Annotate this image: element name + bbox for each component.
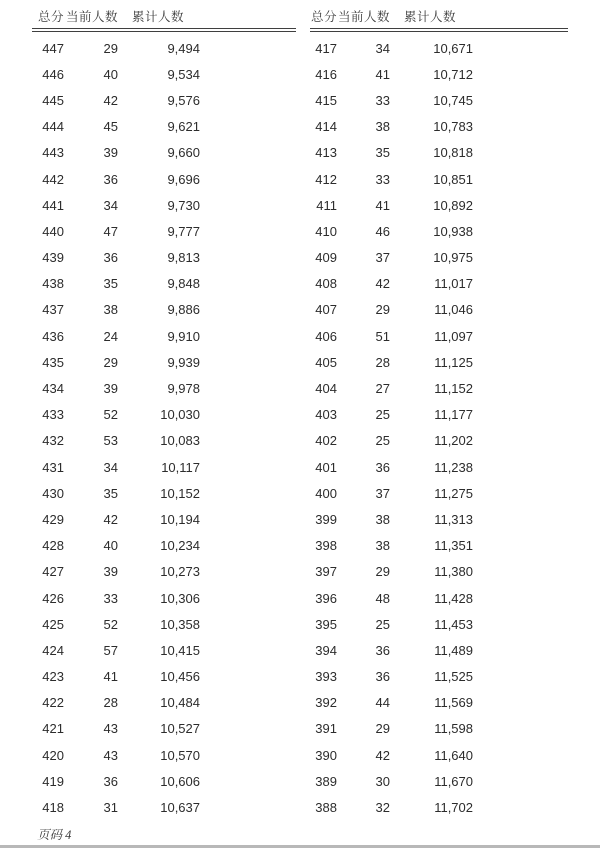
total-score-cell: 405 <box>315 354 337 370</box>
table-row <box>310 454 568 480</box>
column-header-total-score: 总分 <box>310 10 337 24</box>
current-count-cell: 42 <box>375 747 390 763</box>
table-row <box>310 585 568 611</box>
table-row <box>310 768 568 794</box>
cumulative-count-cell: 11,380 <box>434 564 473 580</box>
current-count-cell: 36 <box>375 459 390 475</box>
total-score-cell: 402 <box>315 433 337 449</box>
cumulative-count-cell: 11,046 <box>434 302 473 318</box>
table-row <box>32 35 296 61</box>
table-row <box>32 375 296 401</box>
total-score-cell: 446 <box>42 66 64 82</box>
total-score-cell: 394 <box>315 642 337 658</box>
table-row <box>310 271 568 297</box>
current-count-cell: 25 <box>375 433 390 449</box>
cumulative-count-cell: 10,892 <box>433 197 473 213</box>
table-row <box>32 506 296 532</box>
cumulative-count-cell: 9,660 <box>167 145 200 161</box>
current-count-cell: 35 <box>103 485 118 501</box>
current-count-cell: 29 <box>103 40 118 56</box>
total-score-cell: 428 <box>42 538 64 554</box>
cumulative-count-cell: 10,456 <box>160 669 200 685</box>
total-score-cell: 429 <box>42 511 64 527</box>
table-row <box>310 245 568 271</box>
cumulative-count-cell: 11,097 <box>434 328 473 344</box>
current-count-cell: 35 <box>103 276 118 292</box>
table-row <box>32 87 296 113</box>
current-count-cell: 34 <box>375 40 390 56</box>
cumulative-count-cell: 10,570 <box>160 747 200 763</box>
table-row <box>32 716 296 742</box>
table-row <box>32 402 296 428</box>
total-score-cell: 424 <box>42 642 64 658</box>
cumulative-count-cell: 11,489 <box>434 642 473 658</box>
table-row <box>32 637 296 663</box>
total-score-cell: 417 <box>315 40 337 56</box>
cumulative-count-cell: 10,030 <box>160 407 200 423</box>
current-count-cell: 53 <box>103 433 118 449</box>
current-count-cell: 52 <box>103 407 118 423</box>
total-score-cell: 423 <box>42 669 64 685</box>
table-row <box>310 533 568 559</box>
current-count-cell: 29 <box>375 564 390 580</box>
cumulative-count-cell: 10,671 <box>433 40 473 56</box>
cumulative-count-cell: 10,306 <box>160 590 200 606</box>
cumulative-count-cell: 10,152 <box>160 485 200 501</box>
total-score-cell: 409 <box>315 250 337 266</box>
total-score-cell: 420 <box>42 747 64 763</box>
total-score-cell: 388 <box>315 800 337 816</box>
cumulative-count-cell: 11,640 <box>434 747 473 763</box>
table-row <box>32 454 296 480</box>
cumulative-count-cell: 10,851 <box>433 171 473 187</box>
current-count-cell: 33 <box>375 171 390 187</box>
cumulative-count-cell: 11,702 <box>434 800 473 816</box>
table-row <box>310 716 568 742</box>
table-row <box>32 245 296 271</box>
cumulative-count-cell: 9,777 <box>167 223 200 239</box>
cumulative-count-cell: 10,606 <box>160 773 200 789</box>
page-number: 页码 4 <box>37 828 72 842</box>
column-header-current-count: 当前人数 <box>65 10 118 24</box>
table-body <box>310 35 568 821</box>
table-row <box>310 375 568 401</box>
total-score-cell: 438 <box>42 276 64 292</box>
table-row <box>310 114 568 140</box>
total-score-cell: 399 <box>315 511 337 527</box>
total-score-cell: 407 <box>315 302 337 318</box>
current-count-cell: 46 <box>375 223 390 239</box>
cumulative-count-cell: 9,848 <box>167 276 200 292</box>
current-count-cell: 32 <box>375 800 390 816</box>
total-score-cell: 444 <box>42 119 64 135</box>
current-count-cell: 41 <box>375 66 390 82</box>
cumulative-count-cell: 9,494 <box>167 40 200 56</box>
table-row <box>32 349 296 375</box>
current-count-cell: 25 <box>375 616 390 632</box>
cumulative-count-cell: 10,484 <box>160 695 200 711</box>
table-row <box>32 166 296 192</box>
cumulative-count-cell: 11,177 <box>434 407 473 423</box>
cumulative-count-cell: 11,598 <box>434 721 473 737</box>
score-table-left <box>32 6 296 821</box>
total-score-cell: 426 <box>42 590 64 606</box>
total-score-cell: 427 <box>42 564 64 580</box>
cumulative-count-cell: 10,745 <box>433 92 473 108</box>
table-row <box>32 533 296 559</box>
table-row <box>32 323 296 349</box>
cumulative-count-cell: 10,083 <box>160 433 200 449</box>
current-count-cell: 24 <box>103 328 118 344</box>
score-table-right <box>310 6 568 821</box>
table-row <box>32 794 296 820</box>
cumulative-count-cell: 11,202 <box>434 433 473 449</box>
current-count-cell: 38 <box>375 511 390 527</box>
current-count-cell: 28 <box>375 354 390 370</box>
total-score-cell: 389 <box>315 773 337 789</box>
total-score-cell: 431 <box>42 459 64 475</box>
total-score-cell: 396 <box>315 590 337 606</box>
table-row <box>310 140 568 166</box>
cumulative-count-cell: 11,569 <box>434 695 473 711</box>
cumulative-count-cell: 9,939 <box>167 354 200 370</box>
current-count-cell: 51 <box>375 328 390 344</box>
current-count-cell: 41 <box>103 669 118 685</box>
total-score-cell: 412 <box>315 171 337 187</box>
cumulative-count-cell: 10,975 <box>433 250 473 266</box>
total-score-cell: 421 <box>42 721 64 737</box>
table-row <box>32 664 296 690</box>
total-score-cell: 403 <box>315 407 337 423</box>
total-score-cell: 408 <box>315 276 337 292</box>
table-row <box>310 35 568 61</box>
cumulative-count-cell: 9,886 <box>167 302 200 318</box>
total-score-cell: 395 <box>315 616 337 632</box>
total-score-cell: 433 <box>42 407 64 423</box>
table-row <box>32 140 296 166</box>
current-count-cell: 30 <box>375 773 390 789</box>
table-row <box>310 664 568 690</box>
current-count-cell: 36 <box>375 669 390 685</box>
table-body <box>32 35 296 821</box>
total-score-cell: 419 <box>42 773 64 789</box>
total-score-cell: 406 <box>315 328 337 344</box>
current-count-cell: 33 <box>375 92 390 108</box>
table-row <box>32 297 296 323</box>
cumulative-count-cell: 11,313 <box>434 511 473 527</box>
total-score-cell: 436 <box>42 328 64 344</box>
cumulative-count-cell: 11,017 <box>434 276 473 292</box>
total-score-cell: 437 <box>42 302 64 318</box>
table-row <box>310 218 568 244</box>
table-row <box>310 480 568 506</box>
header-divider-double-rule <box>32 28 296 32</box>
total-score-cell: 425 <box>42 616 64 632</box>
cumulative-count-cell: 9,696 <box>167 171 200 187</box>
cumulative-count-cell: 10,358 <box>160 616 200 632</box>
current-count-cell: 31 <box>103 800 118 816</box>
table-row <box>310 61 568 87</box>
total-score-cell: 390 <box>315 747 337 763</box>
current-count-cell: 42 <box>375 276 390 292</box>
total-score-cell: 391 <box>315 721 337 737</box>
current-count-cell: 39 <box>103 381 118 397</box>
table-row <box>32 271 296 297</box>
table-row <box>32 428 296 454</box>
table-row <box>310 402 568 428</box>
cumulative-count-cell: 10,938 <box>433 223 473 239</box>
table-row <box>310 794 568 820</box>
current-count-cell: 43 <box>103 747 118 763</box>
table-row <box>310 428 568 454</box>
table-row <box>32 559 296 585</box>
current-count-cell: 38 <box>375 538 390 554</box>
cumulative-count-cell: 9,534 <box>167 66 200 82</box>
table-row <box>32 768 296 794</box>
table-row <box>310 690 568 716</box>
cumulative-count-cell: 9,730 <box>167 197 200 213</box>
current-count-cell: 38 <box>375 119 390 135</box>
cumulative-count-cell: 10,783 <box>433 119 473 135</box>
total-score-cell: 443 <box>42 145 64 161</box>
total-score-cell: 411 <box>316 197 337 213</box>
current-count-cell: 34 <box>103 459 118 475</box>
current-count-cell: 36 <box>103 773 118 789</box>
current-count-cell: 25 <box>375 407 390 423</box>
total-score-cell: 445 <box>42 92 64 108</box>
current-count-cell: 28 <box>103 695 118 711</box>
cumulative-count-cell: 11,152 <box>434 381 473 397</box>
cumulative-count-cell: 10,234 <box>160 538 200 554</box>
current-count-cell: 36 <box>375 642 390 658</box>
column-header-total-score: 总分 <box>37 10 64 24</box>
cumulative-count-cell: 10,117 <box>161 459 200 475</box>
current-count-cell: 57 <box>103 642 118 658</box>
current-count-cell: 37 <box>375 250 390 266</box>
current-count-cell: 29 <box>375 302 390 318</box>
column-header-cumulative-count: 累计人数 <box>132 10 185 24</box>
total-score-cell: 413 <box>315 145 337 161</box>
table-row <box>310 323 568 349</box>
cumulative-count-cell: 9,576 <box>167 92 200 108</box>
table-row <box>32 480 296 506</box>
header-divider-double-rule <box>310 28 568 32</box>
total-score-cell: 401 <box>315 459 337 475</box>
cumulative-count-cell: 10,527 <box>160 721 200 737</box>
table-row <box>310 166 568 192</box>
current-count-cell: 29 <box>375 721 390 737</box>
current-count-cell: 27 <box>375 381 390 397</box>
cumulative-count-cell: 11,275 <box>434 485 473 501</box>
table-row <box>32 611 296 637</box>
total-score-cell: 418 <box>42 800 64 816</box>
current-count-cell: 39 <box>103 564 118 580</box>
total-score-cell: 439 <box>42 250 64 266</box>
current-count-cell: 37 <box>375 485 390 501</box>
current-count-cell: 42 <box>103 511 118 527</box>
total-score-cell: 404 <box>315 381 337 397</box>
current-count-cell: 38 <box>103 302 118 318</box>
table-row <box>310 611 568 637</box>
cumulative-count-cell: 11,525 <box>434 669 473 685</box>
current-count-cell: 41 <box>375 197 390 213</box>
table-row <box>32 114 296 140</box>
table-header <box>310 6 568 26</box>
cumulative-count-cell: 9,978 <box>167 381 200 397</box>
table-row <box>32 192 296 218</box>
total-score-cell: 416 <box>315 66 337 82</box>
total-score-cell: 440 <box>42 223 64 239</box>
current-count-cell: 48 <box>375 590 390 606</box>
current-count-cell: 52 <box>103 616 118 632</box>
total-score-cell: 414 <box>315 119 337 135</box>
total-score-cell: 398 <box>315 538 337 554</box>
total-score-cell: 415 <box>315 92 337 108</box>
current-count-cell: 34 <box>103 197 118 213</box>
current-count-cell: 29 <box>103 354 118 370</box>
cumulative-count-cell: 11,125 <box>434 354 473 370</box>
total-score-cell: 397 <box>315 564 337 580</box>
cumulative-count-cell: 9,621 <box>167 119 200 135</box>
cumulative-count-cell: 10,415 <box>160 642 200 658</box>
current-count-cell: 33 <box>103 590 118 606</box>
current-count-cell: 43 <box>103 721 118 737</box>
total-score-cell: 393 <box>315 669 337 685</box>
cumulative-count-cell: 9,813 <box>167 250 200 266</box>
current-count-cell: 44 <box>375 695 390 711</box>
current-count-cell: 42 <box>103 92 118 108</box>
cumulative-count-cell: 10,712 <box>433 66 473 82</box>
table-row <box>32 61 296 87</box>
table-row <box>32 218 296 244</box>
current-count-cell: 39 <box>103 145 118 161</box>
total-score-cell: 430 <box>42 485 64 501</box>
total-score-cell: 392 <box>315 695 337 711</box>
current-count-cell: 40 <box>103 66 118 82</box>
table-row <box>310 192 568 218</box>
cumulative-count-cell: 11,453 <box>434 616 473 632</box>
table-row <box>32 742 296 768</box>
cumulative-count-cell: 9,910 <box>167 328 200 344</box>
table-row <box>32 585 296 611</box>
current-count-cell: 45 <box>103 119 118 135</box>
total-score-cell: 435 <box>42 354 64 370</box>
total-score-cell: 434 <box>42 381 64 397</box>
total-score-cell: 410 <box>315 223 337 239</box>
total-score-cell: 400 <box>315 485 337 501</box>
table-row <box>310 742 568 768</box>
cumulative-count-cell: 10,637 <box>160 800 200 816</box>
column-header-current-count: 当前人数 <box>337 10 390 24</box>
current-count-cell: 35 <box>375 145 390 161</box>
cumulative-count-cell: 11,238 <box>434 459 473 475</box>
total-score-cell: 447 <box>42 40 64 56</box>
current-count-cell: 36 <box>103 171 118 187</box>
table-row <box>310 637 568 663</box>
cumulative-count-cell: 10,194 <box>160 511 200 527</box>
table-row <box>310 87 568 113</box>
table-row <box>310 506 568 532</box>
cumulative-count-cell: 10,273 <box>160 564 200 580</box>
cumulative-count-cell: 11,351 <box>434 538 473 554</box>
table-row <box>310 559 568 585</box>
table-row <box>310 349 568 375</box>
column-header-cumulative-count: 累计人数 <box>404 10 457 24</box>
cumulative-count-cell: 11,670 <box>434 773 473 789</box>
table-row <box>310 297 568 323</box>
total-score-cell: 422 <box>42 695 64 711</box>
total-score-cell: 432 <box>42 433 64 449</box>
cumulative-count-cell: 10,818 <box>433 145 473 161</box>
current-count-cell: 36 <box>103 250 118 266</box>
cumulative-count-cell: 11,428 <box>434 590 473 606</box>
table-row <box>32 690 296 716</box>
total-score-cell: 441 <box>42 197 64 213</box>
total-score-cell: 442 <box>42 171 64 187</box>
current-count-cell: 47 <box>103 223 118 239</box>
table-header <box>32 6 296 26</box>
current-count-cell: 40 <box>103 538 118 554</box>
